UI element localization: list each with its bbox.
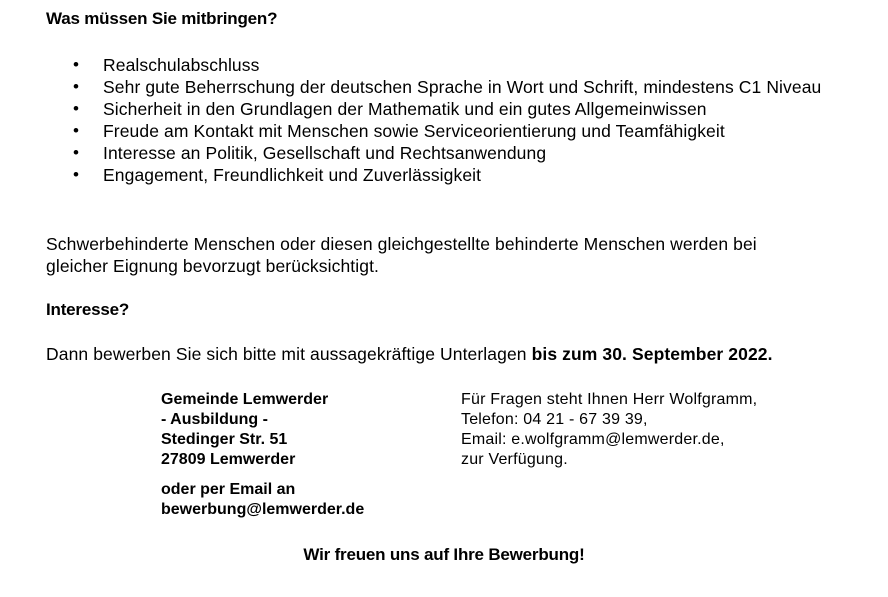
- bullet-icon: •: [73, 99, 80, 118]
- interest-heading: Interesse?: [46, 300, 130, 319]
- contact-line: Für Fragen steht Ihnen Herr Wolfgramm,: [461, 391, 758, 408]
- list-item-text: Sehr gute Beherrschung der deutschen Sprache in Wort und Schrift, mindestens C1 Niveau: [103, 77, 822, 97]
- requirements-list-container: [46, 54, 866, 186]
- contact-info: [461, 390, 757, 470]
- contact-line: Email: e.wolfgramm@lemwerder.de,: [461, 431, 725, 448]
- bullet-icon: •: [73, 143, 80, 162]
- closing-line: Wir freuen uns auf Ihre Bewerbung!: [303, 545, 585, 564]
- address-line: 27809 Lemwerder: [161, 451, 296, 468]
- postal-address: [161, 390, 328, 470]
- list-item: [46, 54, 866, 76]
- list-item-text: Sicherheit in den Grundlagen der Mathematik und ein gutes Allgemeinwissen: [103, 99, 707, 119]
- bullet-icon: •: [73, 165, 80, 184]
- list-item: [46, 120, 866, 142]
- bullet-icon: •: [73, 55, 80, 74]
- disability-note: Schwerbehinderte Menschen oder diesen gleichgestellte behinderte Menschen werden bei gleicher Eignung bevorzugt berücksichtigt.: [46, 234, 757, 276]
- list-item-text: Realschulabschluss: [103, 55, 260, 75]
- requirements-list: [46, 54, 866, 186]
- email-application: [161, 480, 364, 520]
- list-item: [46, 142, 866, 164]
- list-item: [46, 76, 848, 98]
- contact-line: Telefon: 04 21 - 67 39 39,: [461, 411, 648, 428]
- list-item-text: Freude am Kontakt mit Menschen sowie Serviceorientierung und Teamfähigkeit: [103, 121, 725, 141]
- address-line: - Ausbildung -: [161, 411, 268, 428]
- email-intro: oder per Email an: [161, 481, 296, 498]
- apply-paragraph: [46, 343, 846, 365]
- list-item-text: Engagement, Freundlichkeit und Zuverlässigkeit: [103, 165, 482, 185]
- address-line: Stedinger Str. 51: [161, 431, 288, 448]
- bullet-icon: •: [73, 121, 80, 140]
- list-item: [46, 98, 866, 120]
- address-line: Gemeinde Lemwerder: [161, 391, 329, 408]
- apply-text: Dann bewerben Sie sich bitte mit aussagekräftige Unterlagen: [46, 344, 532, 364]
- contact-line: zur Verfügung.: [461, 451, 568, 468]
- application-email: bewerbung@lemwerder.de: [161, 501, 365, 518]
- list-item-text: Interesse an Politik, Gesellschaft und Rechtsanwendung: [103, 143, 547, 163]
- list-item: [46, 164, 866, 186]
- bullet-icon: •: [73, 77, 80, 96]
- apply-deadline: bis zum 30. September 2022.: [531, 344, 773, 364]
- requirements-heading: Was müssen Sie mitbringen?: [46, 9, 278, 28]
